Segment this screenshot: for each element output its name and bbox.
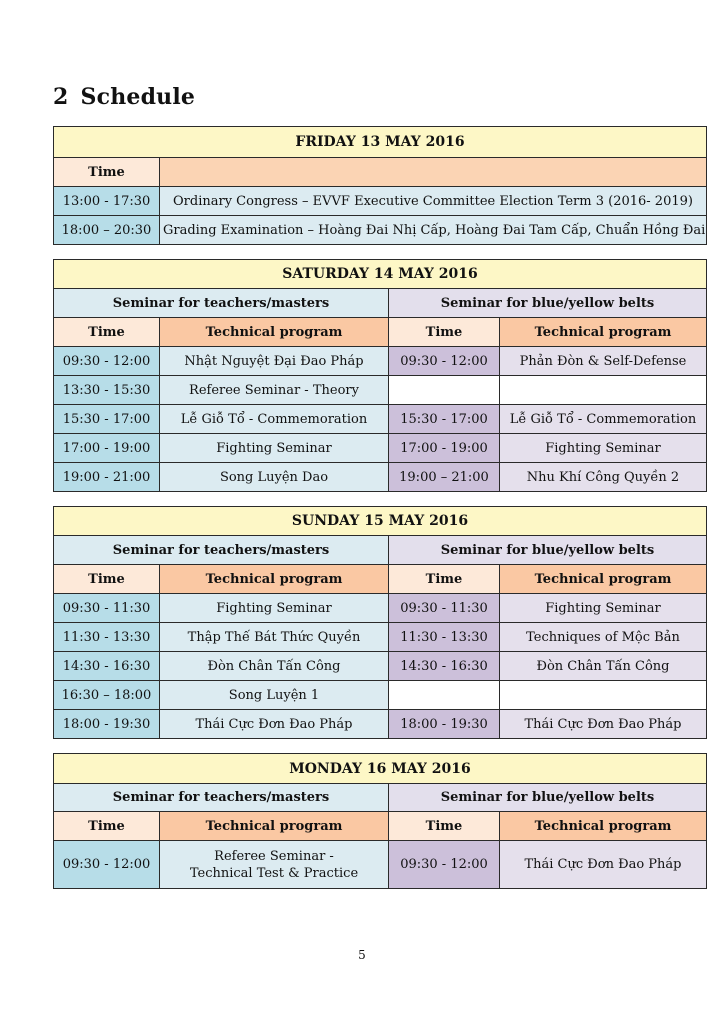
empty-cell <box>500 681 707 710</box>
table-row <box>54 405 707 434</box>
time-cell: 09:30 - 12:00 <box>389 347 500 376</box>
page-number: 5 <box>358 948 366 962</box>
table-row <box>54 681 707 710</box>
time-cell: 14:30 - 16:30 <box>54 652 160 681</box>
time-header: Time <box>389 318 500 347</box>
program-cell: Fighting Seminar <box>500 594 707 623</box>
table-row <box>54 463 707 492</box>
table-row <box>54 187 707 216</box>
program-header: Technical program <box>160 318 389 347</box>
section-heading <box>53 84 195 110</box>
program-header: Technical program <box>500 565 707 594</box>
time-cell: 13:30 - 15:30 <box>54 376 160 405</box>
program-header: Technical program <box>160 812 389 841</box>
program-line: Technical Test & Practice <box>189 865 359 881</box>
time-cell: 18:00 - 19:30 <box>389 710 500 739</box>
program-cell: Fighting Seminar <box>500 434 707 463</box>
program-cell: Lễ Giỗ Tổ - Commemoration <box>160 405 389 434</box>
program-cell: Nhật Nguyệt Đại Đao Pháp <box>160 347 389 376</box>
table-row <box>54 216 707 245</box>
program-header-empty <box>160 158 707 187</box>
seminar-teachers-header: Seminar for teachers/masters <box>54 289 389 318</box>
section-title: Schedule <box>80 84 196 110</box>
time-cell: 15:30 - 17:00 <box>389 405 500 434</box>
program-cell: Đòn Chân Tấn Công <box>500 652 707 681</box>
day-title: MONDAY 16 MAY 2016 <box>54 754 707 784</box>
sunday-schedule-table <box>53 506 707 739</box>
table-row <box>54 347 707 376</box>
time-cell: 09:30 - 12:00 <box>54 841 160 889</box>
time-header: Time <box>54 158 160 187</box>
empty-cell <box>389 681 500 710</box>
seminar-teachers-header: Seminar for teachers/masters <box>54 536 389 565</box>
saturday-schedule-table <box>53 259 707 492</box>
seminar-belts-header: Seminar for blue/yellow belts <box>389 536 707 565</box>
empty-cell <box>500 376 707 405</box>
table-row <box>54 841 707 889</box>
table-row <box>54 594 707 623</box>
program-cell: Lễ Giỗ Tổ - Commemoration <box>500 405 707 434</box>
program-cell: Thập Thế Bát Thức Quyền <box>160 623 389 652</box>
program-cell: Fighting Seminar <box>160 594 389 623</box>
time-header: Time <box>54 812 160 841</box>
day-title: FRIDAY 13 MAY 2016 <box>54 127 707 158</box>
section-number: 2 <box>53 84 69 110</box>
time-cell: 18:00 – 20:30 <box>54 216 160 245</box>
table-row <box>54 623 707 652</box>
time-header: Time <box>389 565 500 594</box>
day-title: SUNDAY 15 MAY 2016 <box>54 507 707 536</box>
time-cell: 13:00 - 17:30 <box>54 187 160 216</box>
program-line: Referee Seminar - <box>214 848 334 864</box>
table-row <box>54 710 707 739</box>
program-header: Technical program <box>500 318 707 347</box>
time-cell: 09:30 - 12:00 <box>389 841 500 889</box>
time-cell: 16:30 – 18:00 <box>54 681 160 710</box>
time-cell: 19:00 – 21:00 <box>389 463 500 492</box>
monday-schedule-table <box>53 753 707 889</box>
program-cell: Techniques of Mộc Bản <box>500 623 707 652</box>
time-cell: 17:00 - 19:00 <box>389 434 500 463</box>
time-cell: 19:00 - 21:00 <box>54 463 160 492</box>
time-header: Time <box>389 812 500 841</box>
program-cell <box>160 841 389 889</box>
program-cell: Phản Đòn & Self-Defense <box>500 347 707 376</box>
program-cell: Thái Cực Đơn Đao Pháp <box>500 841 707 889</box>
program-cell: Thái Cực Đơn Đao Pháp <box>160 710 389 739</box>
program-cell: Song Luyện 1 <box>160 681 389 710</box>
time-cell: 17:00 - 19:00 <box>54 434 160 463</box>
table-row <box>54 434 707 463</box>
time-cell: 09:30 - 11:30 <box>389 594 500 623</box>
program-cell: Thái Cực Đơn Đao Pháp <box>500 710 707 739</box>
program-header: Technical program <box>160 565 389 594</box>
time-cell: 18:00 - 19:30 <box>54 710 160 739</box>
program-cell: Nhu Khí Công Quyền 2 <box>500 463 707 492</box>
time-cell: 14:30 - 16:30 <box>389 652 500 681</box>
friday-schedule-table <box>53 126 707 245</box>
table-row <box>54 652 707 681</box>
program-cell: Song Luyện Dao <box>160 463 389 492</box>
program-cell: Grading Examination – Hoàng Đai Nhị Cấp, Hoàng Đai Tam Cấp, Chuẩn Hồng Đai <box>160 216 707 245</box>
program-cell: Ordinary Congress – EVVF Executive Committee Election Term 3 (2016- 2019) <box>160 187 707 216</box>
program-cell: Fighting Seminar <box>160 434 389 463</box>
time-cell: 15:30 - 17:00 <box>54 405 160 434</box>
time-cell: 11:30 - 13:30 <box>389 623 500 652</box>
time-cell: 11:30 - 13:30 <box>54 623 160 652</box>
seminar-belts-header: Seminar for blue/yellow belts <box>389 289 707 318</box>
program-header: Technical program <box>500 812 707 841</box>
table-row <box>54 376 707 405</box>
program-cell: Đòn Chân Tấn Công <box>160 652 389 681</box>
time-cell: 09:30 - 12:00 <box>54 347 160 376</box>
time-header: Time <box>54 318 160 347</box>
seminar-teachers-header: Seminar for teachers/masters <box>54 784 389 812</box>
day-title: SATURDAY 14 MAY 2016 <box>54 260 707 289</box>
time-cell: 09:30 - 11:30 <box>54 594 160 623</box>
empty-cell <box>389 376 500 405</box>
program-cell: Referee Seminar - Theory <box>160 376 389 405</box>
time-header: Time <box>54 565 160 594</box>
seminar-belts-header: Seminar for blue/yellow belts <box>389 784 707 812</box>
